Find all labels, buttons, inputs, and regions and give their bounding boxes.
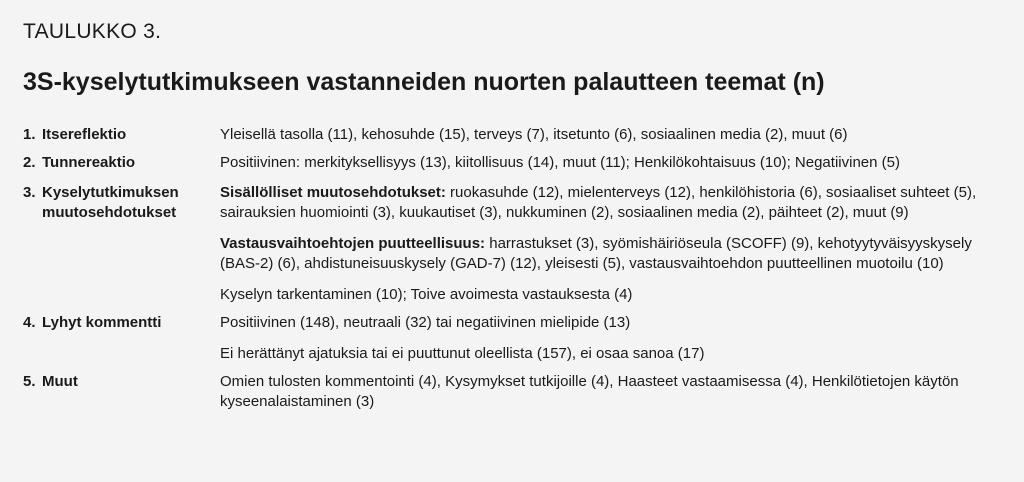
row-name: Kyselytutkimuksen muutosehdotukset xyxy=(42,184,179,221)
row-paragraph xyxy=(220,285,1013,305)
row-paragraph xyxy=(220,153,1013,173)
paragraph-text: Omien tulosten kommentointi (4), Kysymykset tutkijoille (4), Haasteet vastaamisessa (4), Henkilötietojen käytön kyseenalaistaminen (3) xyxy=(220,373,959,410)
paragraph-text: Kyselyn tarkentaminen (10); Toive avoimesta vastauksesta (4) xyxy=(220,286,633,303)
row-heading xyxy=(23,183,220,223)
paragraph-text: Yleisellä tasolla (11), kehosuhde (15), terveys (7), itsetunto (6), sosiaalinen media (2), muut (6) xyxy=(220,126,848,143)
paragraph-text: Positiivinen (148), neutraali (32) tai negatiivinen mielipide (13) xyxy=(220,314,631,331)
row-number: 5. xyxy=(23,373,36,390)
row-number: 1. xyxy=(23,126,36,143)
row-heading xyxy=(23,313,220,333)
table-row xyxy=(23,183,1013,305)
row-number: 4. xyxy=(23,314,36,331)
theme-table xyxy=(23,125,1013,412)
table-row xyxy=(23,125,1013,147)
row-paragraph xyxy=(220,313,1013,333)
row-number: 2. xyxy=(23,154,36,171)
table-row xyxy=(23,153,1013,175)
row-name: Itsereflektio xyxy=(42,126,127,143)
row-content xyxy=(220,313,1013,364)
row-content xyxy=(220,125,1013,145)
paragraph-text: Ei herättänyt ajatuksia tai ei puuttunut oleellista (157), ei osaa sanoa (17) xyxy=(220,345,705,362)
table-row xyxy=(23,372,1013,412)
row-paragraph xyxy=(220,125,1013,145)
row-heading xyxy=(23,372,220,392)
row-number: 3. xyxy=(23,184,36,201)
row-paragraph xyxy=(220,372,1013,412)
row-heading xyxy=(23,153,220,173)
paragraph-text: ruokasuhde (12), mielenterveys (12), henkilöhistoria (6), sosiaaliset suhteet (5), sairauksien huomiointi (3), kuukautiset (3), nukkuminen (2), sosiaalinen media (2), päihteet (2), muut (9) xyxy=(220,184,977,221)
row-name: Muut xyxy=(42,373,78,390)
row-paragraph xyxy=(220,234,1013,274)
paragraph-lead: Sisällölliset muutosehdotukset: xyxy=(220,184,446,201)
table-label: TAULUKKO 3. xyxy=(23,20,162,43)
row-paragraph xyxy=(220,183,1013,223)
row-name: Tunnereaktio xyxy=(42,154,136,171)
row-name: Lyhyt kommentti xyxy=(42,314,162,331)
row-content xyxy=(220,183,1013,305)
paragraph-lead: Vastausvaihtoehtojen puutteellisuus: xyxy=(220,235,486,252)
paragraph-text: harrastukset (3), syömishäiriöseula (SCOFF) (9), kehotyytyväisyyskysely (BAS-2) (6), ahdistuneisuuskysely (GAD-7) (12), yleisesti (5), vastausvaihtoehdon puutteellinen muotoilu (10) xyxy=(220,235,972,272)
row-heading xyxy=(23,125,220,145)
row-content xyxy=(220,153,1013,173)
table-row xyxy=(23,313,1013,364)
row-content xyxy=(220,372,1013,412)
table-title: 3S-kyselytutkimukseen vastanneiden nuorten palautteen teemat (n) xyxy=(23,68,825,96)
paragraph-text: Positiivinen: merkityksellisyys (13), kiitollisuus (14), muut (11); Henkilökohtaisuus (10); Negatiivinen (5) xyxy=(220,154,900,171)
row-paragraph xyxy=(220,344,1013,364)
